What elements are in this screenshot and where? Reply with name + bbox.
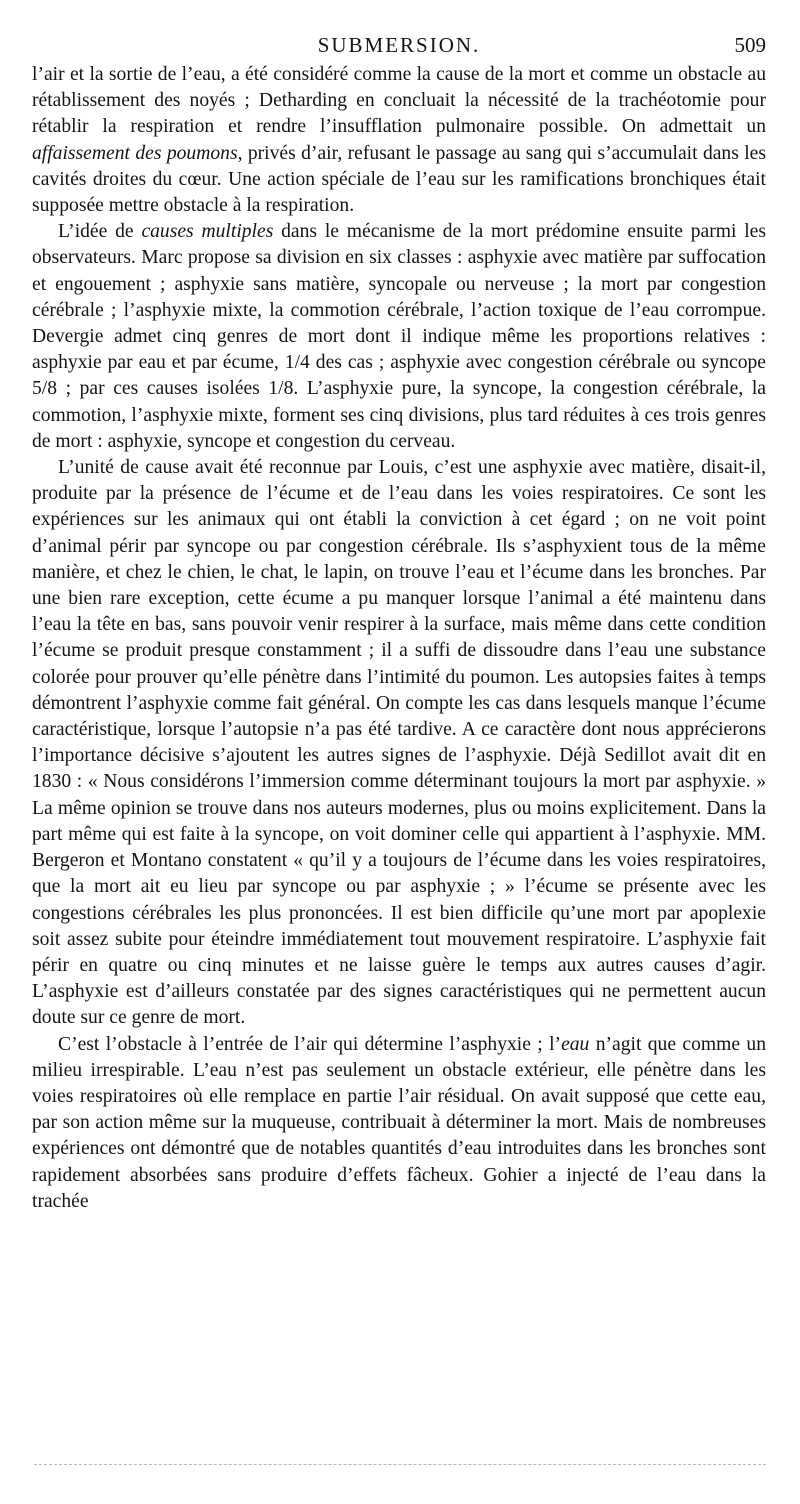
- text-run: n’agit que comme un milieu irrespirable. L’eau n’est pas seulement un obstacle extérieur, elle pénètre dans les voies respiratoires où elle remplace en partie l’air résidual. On avait supposé que cette eau, par son action même sur la muqueuse, contribuait à déterminer la mort. Mais de nombreuses expériences ont démontré que de notables quantités d’eau introduites dans les bronches sont rapidement absorbées sans produire d’effets fâcheux. Gohier a injecté de l’eau dans la trachée: [32, 1033, 767, 1212]
- text-run: dans le mécanisme de la mort prédomine ensuite parmi les observateurs. Marc propose sa division en six classes : asphyxie avec matière par suffocation et engouement ; asphyxie sans matière, syncopale ou nerveuse ; la mort par congestion cérébrale ; l’asphyxie mixte, la commotion cérébrale, l’action toxique de l’eau corrompue. Devergie admet cinq genres de mort dont il indique même les proportions relatives : asphyxie par eau et par écume, 1/4 des cas ; asphyxie avec congestion cérébrale ou syncope 5/8 ; par ces causes isolées 1/8. L’asphyxie pure, la syncope, la congestion cérébrale, la commotion, l’asphyxie mixte, forment ses cinq divisions, plus tard réduites à ces trois genres de mort : asphyxie, syncope et congestion du cerveau.: [32, 221, 766, 452]
- text-run: L’unité de cause avait été reconnue par Louis, c’est une asphyxie avec matière, disait-il, produite par la présence de l’écume et de l’eau dans les voies respiratoires. Ce sont les expériences sur les animaux qui ont établi la conviction à cet égard ; on ne voit point d’animal périr par syncope ou par congestion cérébrale. Ils s’asphyxient tous de la même manière, et chez le chien, le chat, le lapin, on trouve l’eau et l’écume dans les bronches. Par une bien rare exception, cette écume a pu manquer lorsque l’animal a été maintenu dans l’eau la tête en bas, sans pouvoir venir respirer à la surface, mais même dans cette condition l’écume se produit presque constamment ; il a suffi de dissoudre dans l’eau une substance colorée pour prouver qu’elle pénètre dans l’intimité du poumon. Les autopsies faites à temps démontrent l’asphyxie comme fait général. On compte les cas dans lesquels manque l’écume caractéristique, lorsque l’autopsie n’a pas été tardive. A ce caractère dont nous apprécierons l’importance décisive s’ajoutent les autres signes de l’asphyxie. Déjà Sedillot avait dit en 1830 : « Nous considérons l’immersion comme déterminant toujours la mort par asphyxie. » La même opinion se trouve dans nos auteurs modernes, plus ou moins explicitement. Dans la part même qui est faite à la syncope, on voit dominer celle qui appartient à l’asphyxie. MM. Bergeron et Montano constatent « qu’il y a toujours de l’écume dans les voies respiratoires, que la mort ait eu lieu par syncope ou par asphyxie ; » l’écume se présente avec les congestions cérébrales les plus prononcées. Il est bien difficile qu’une mort par apoplexie soit assez subite pour éteindre immédiatement tout mouvement respiratoire. L’asphyxie fait périr en quatre ou cinq minutes et ne laisse guère le temps aux autres causes d’agir. L’asphyxie est d’ailleurs constatée par des signes caractéristiques qui ne permettent aucun doute sur ce genre de mort.: [32, 457, 766, 1029]
- italic-run: affaissement des poumons: [32, 142, 238, 164]
- paragraph-1: [32, 62, 766, 219]
- running-head: [32, 30, 766, 60]
- running-title: SUBMERSION.: [317, 33, 481, 57]
- paragraph-3: [32, 455, 766, 1031]
- text-run: L’idée de: [58, 221, 142, 243]
- text-run: l’air et la sortie de l’eau, a été considéré comme la cause de la mort et comme un obstacle au rétablissement des noyés ; Detharding en concluait la nécessité de la trachéotomie pour rétablir la respiration et rendre l’insufflation pulmonaire possible. On admettait un: [32, 64, 766, 138]
- footer-rule: [34, 1464, 766, 1465]
- paragraph-2: [32, 219, 766, 455]
- body-text: [32, 62, 766, 1215]
- text-run: C’est l’obstacle à l’entrée de l’air qui détermine l’asphyxie ; l’: [58, 1033, 562, 1055]
- paragraph-4: [32, 1032, 766, 1215]
- page-number: 509: [734, 33, 766, 57]
- italic-run: eau: [561, 1033, 590, 1055]
- text-run: , privés d’air, refusant le passage au sang qui s’accumulait dans les cavités droites du cœur. Une action spéciale de l’eau sur les ramifications bronchiques était supposée mettre obstacle à la respiration.: [32, 142, 766, 217]
- italic-run: causes multiples: [141, 221, 274, 243]
